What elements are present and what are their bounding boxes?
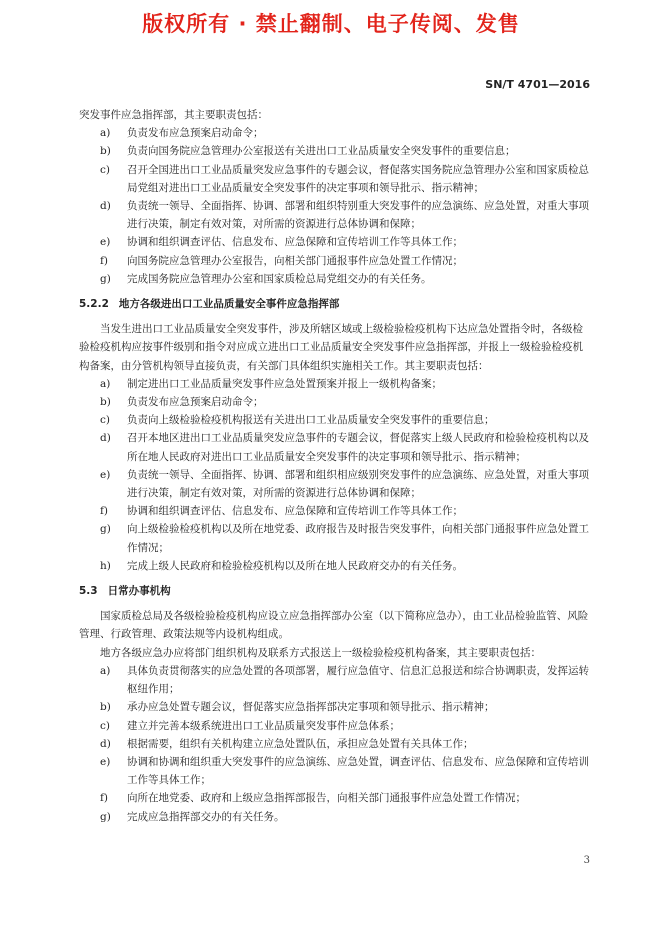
list-item: c) 召开全国进出口工业品质量突发应急事件的专题会议，督促落实国务院应急管理办公室和国家质检总局党组对进出口工业品质量安全突发事件的决定事项和领导批示、指示精神； — [100, 163, 589, 194]
list-item: b) 负责发布应急预案启动命令； — [100, 396, 264, 409]
list-item: a) 具体负责贯彻落实的应急处置的各项部署，履行应急值守、信息汇总报送和综合协调职责，发挥运转枢纽作用； — [100, 664, 589, 696]
list-item: f) 向国务院应急管理办公室报告，向相关部门通报事件应急处置工作情况； — [100, 254, 463, 267]
list-item: a) 制定进出口工业品质量突发事件应急处置预案并报上一级机构备案； — [100, 377, 442, 390]
list-item: f) 协调和组织调查评估、信息发布、应急保障和宣传培训工作等具体工作； — [100, 505, 463, 518]
document-body — [79, 106, 589, 826]
list-item: g) 完成国务院应急管理办公室和国家质检总局党组交办的有关任务。 — [100, 272, 432, 285]
section-heading-5-3: 5.3 日常办事机构 — [79, 585, 171, 598]
section-5-2-2-paragraph: 当发生进出口工业品质量安全突发事件，涉及所辖区域或上级检验检疫机构下达应急处置指令时，各级检验检疫机构应按事件级别和指令对应成立进出口工业品质量安全突发事件应急指挥部，并报上一级检验检疫机构备案，由分管机构领导直接负责，有关部门具体组织实施相关工作。其主要职责包括： — [79, 323, 583, 372]
list-item: b) 承办应急处置专题会议，督促落实应急指挥部决定事项和领导批示、指示精神； — [100, 701, 495, 714]
list-item: d) 召开本地区进出口工业品质量突发应急事件的专题会议，督促落实上级人民政府和检验检疫机构以及所在地人民政府对进出口工业品质量安全突发事件的决定事项和领导批示、指示精神； — [100, 432, 589, 463]
list-item: c) 负责向上级检验检疫机构报送有关进出口工业品质量安全突发事件的重要信息； — [100, 414, 495, 427]
intro-text: 突发事件应急指挥部，其主要职责包括： — [79, 109, 268, 121]
list-item: e) 负责统一领导、全面指挥、协调、部署和组织相应级别突发事件的应急演练、应急处置，对重大事项进行决策，制定有效对策，对所需的资源进行总体协调和保障； — [100, 468, 589, 500]
standard-code: SN/T 4701—2016 — [485, 78, 590, 91]
list-item: f) 向所在地党委、政府和上级应急指挥部报告，向相关部门通报事件应急处置工作情况； — [100, 792, 526, 805]
list-item: g) 向上级检验检疫机构以及所在地党委、政府报告及时报告突发事件，向相关部门通报事件应急处置工作情况； — [100, 523, 589, 554]
duty-list-national — [79, 124, 589, 288]
list-item: b) 负责向国务院应急管理办公室报送有关进出口工业品质量安全突发事件的重要信息； — [100, 145, 516, 158]
list-item: d) 负责统一领导、全面指挥、协调、部署和组织特别重大突发事件的应急演练、应急处置，对重大事项进行决策，制定有效对策，对所需的资源进行总体协调和保障； — [100, 200, 589, 231]
list-item: c) 建立并完善本级系统进出口工业品质量突发事件应急体系； — [100, 719, 400, 732]
list-item: d) 根据需要，组织有关机构建立应急处置队伍，承担应急处置有关具体工作； — [100, 737, 474, 750]
duty-list-local — [79, 375, 589, 575]
list-item: a) 负责发布应急预案启动命令； — [100, 127, 264, 140]
list-item: e) 协调和协调和组织重大突发事件的应急演练、应急处置，调查评估、信息发布、应急保障和宣传培训工作等具体工作； — [100, 755, 589, 787]
section-5-3-paragraph-2: 地方各级应急办应将部门组织机构及联系方式报送上一级检验检疫机构备案，其主要职责包括： — [100, 646, 541, 659]
duty-list-office — [79, 662, 589, 826]
section-heading-5-2-2: 5.2.2 地方各级进出口工业品质量安全事件应急指挥部 — [79, 298, 340, 311]
page-number: 3 — [583, 855, 590, 866]
copyright-watermark: 版权所有 · 禁止翻制、电子传阅、发售 — [142, 12, 520, 36]
list-item: g) 完成应急指挥部交办的有关任务。 — [100, 810, 285, 823]
section-5-3-paragraph-1: 国家质检总局及各级检验检疫机构应设立应急指挥部办公室（以下简称应急办），由工业品检验监管、风险管理、行政管理、政策法规等内设机构组成。 — [79, 610, 589, 641]
list-item: h) 完成上级人民政府和检验检疫机构以及所在地人民政府交办的有关任务。 — [100, 559, 463, 572]
list-item: e) 协调和组织调查评估、信息发布、应急保障和宣传培训工作等具体工作； — [100, 236, 463, 249]
